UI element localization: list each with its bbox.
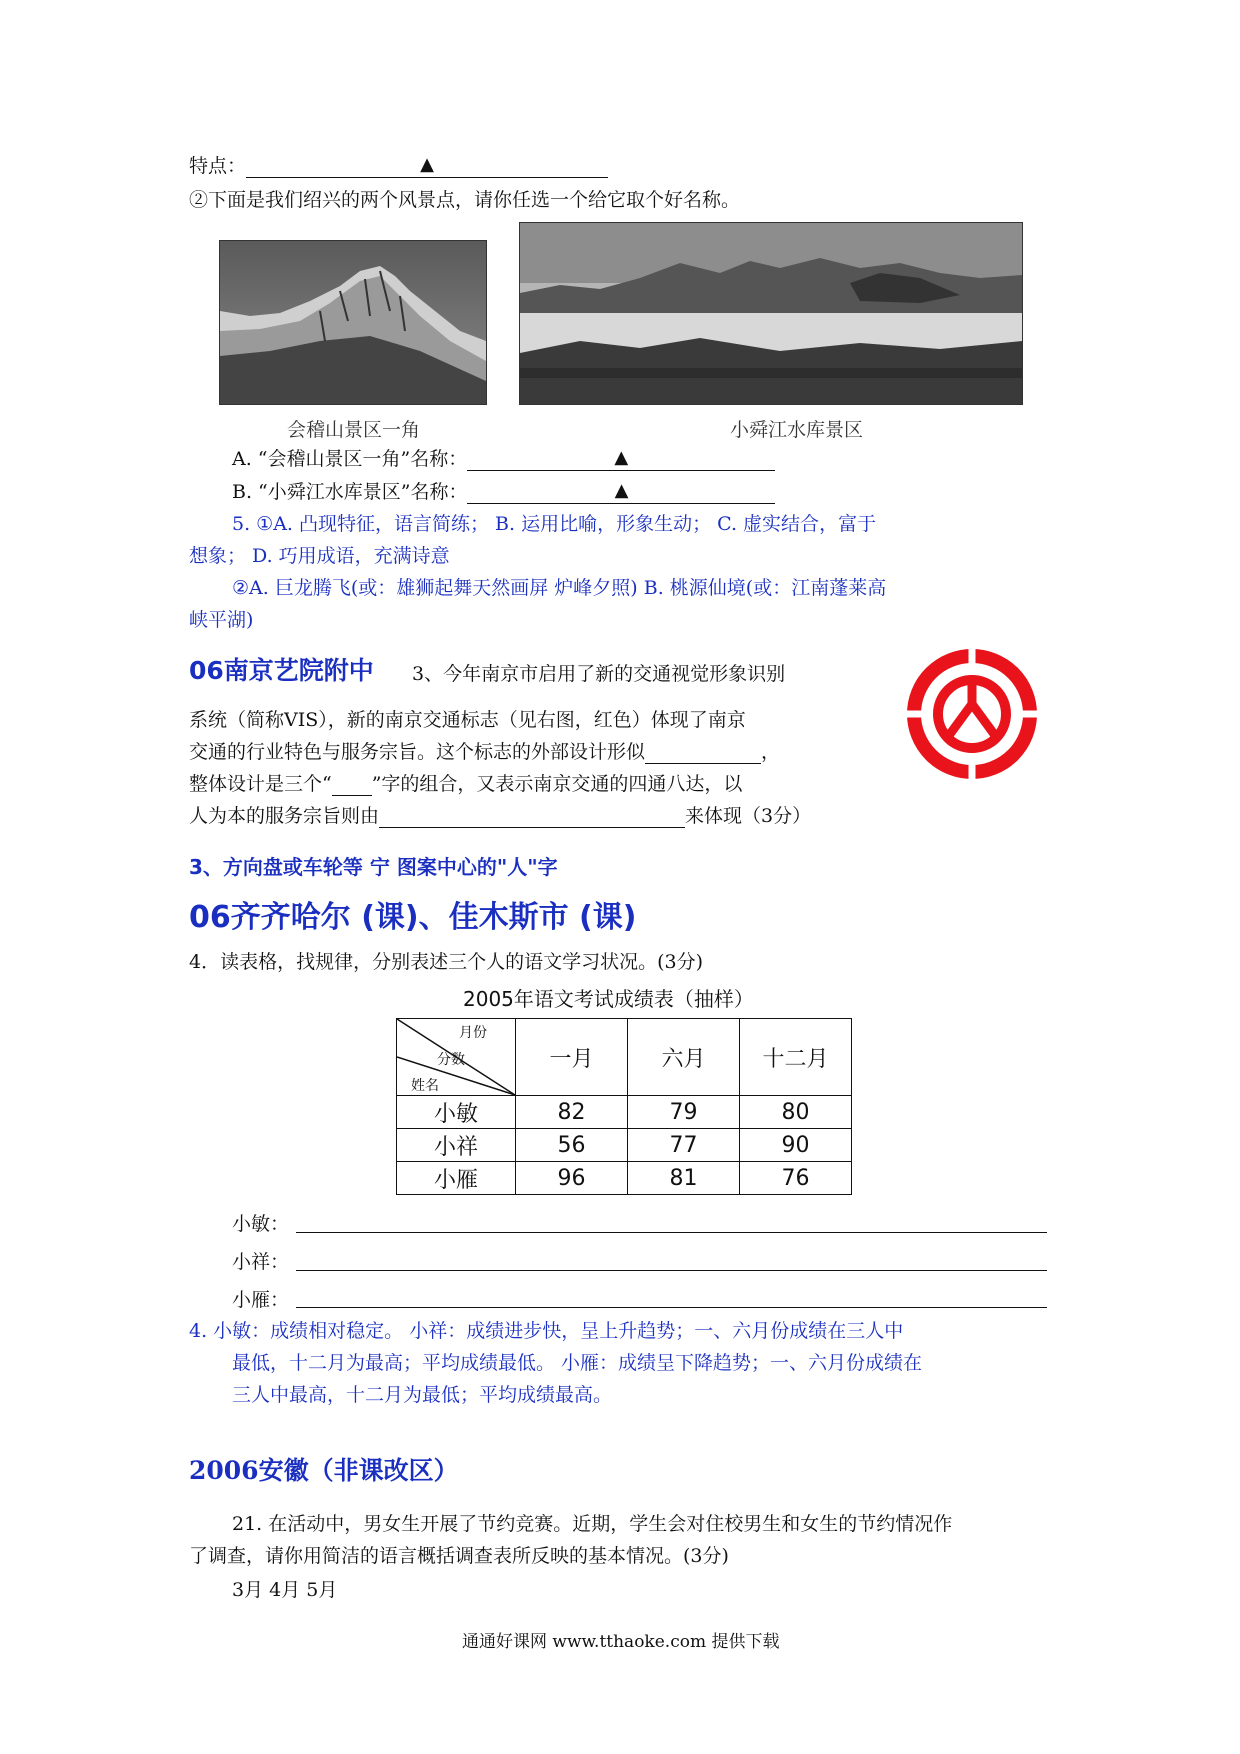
- q2-prompt: ②下面是我们绍兴的两个风景点，请你任选一个给它取个好名称。: [189, 189, 741, 211]
- name-line-b-label: B. “小舜江水库景区”名称：: [232, 481, 468, 503]
- nanjing-q-line2: 系统（简称VIS），新的南京交通标志（见右图，红色）体现了南京: [189, 709, 746, 731]
- name-b-blank[interactable]: [467, 480, 775, 504]
- feature-label: 特点：: [189, 155, 247, 177]
- table-row: [397, 1129, 852, 1162]
- qqhr-answer-line2: 最低，十二月为最高；平均成绩最低。 小雁：成绩呈下降趋势；一、六月份成绩在: [232, 1352, 923, 1374]
- character-blank[interactable]: [332, 775, 372, 796]
- corner-name-label: 姓名: [411, 1078, 439, 1094]
- nanjing-heading: 06南京艺院附中: [189, 656, 374, 685]
- people-blank[interactable]: [379, 807, 685, 828]
- nanjing-traffic-logo: [906, 648, 1038, 780]
- score-cell: 56: [516, 1129, 628, 1162]
- score-cell: 90: [740, 1129, 852, 1162]
- triangle-mark: ▲: [614, 480, 629, 501]
- nanjing-q-line4: [189, 772, 742, 796]
- qqhr-answer-line3: 三人中最高，十二月为最低；平均成绩最高。: [232, 1384, 613, 1406]
- score-table: [396, 1018, 852, 1195]
- score-cell: 76: [740, 1162, 852, 1195]
- row-name: 小祥: [397, 1129, 516, 1162]
- answer5-line1: 5. ①A. 凸现特征，语言简练； B. 运用比喻，形象生动； C. 虚实结合，富于: [232, 513, 877, 535]
- answer5-line3: ②A. 巨龙腾飞(或：雄狮起舞天然画屏 炉峰夕照) B. 桃源仙境(或：江南蓬莱高: [232, 577, 887, 599]
- qqhr-question: 4．读表格，找规律，分别表述三个人的语文学习状况。(3分): [189, 951, 704, 973]
- column-header: 十二月: [740, 1019, 852, 1096]
- nanjing-answer: 3、方向盘或车轮等 宁 图案中心的"人"字: [189, 855, 558, 879]
- nanjing-q-line5-start: 人为本的服务宗旨则由: [189, 805, 380, 827]
- nanjing-q-line5-end: 来体现（3分）: [685, 805, 812, 827]
- feature-line: [189, 154, 608, 178]
- row-name: 小敏: [397, 1096, 516, 1129]
- table-corner-cell: [397, 1019, 516, 1096]
- name-line-a: [232, 447, 775, 471]
- shape-blank[interactable]: [645, 743, 761, 764]
- nanjing-q-line3-comma: ，: [761, 741, 781, 763]
- score-cell: 81: [628, 1162, 740, 1195]
- nanjing-q-line5: [189, 804, 811, 828]
- lake-photo: [519, 222, 1023, 405]
- blank-label-xiaoxiang: 小祥：: [232, 1251, 290, 1273]
- mountain-photo: [219, 240, 487, 405]
- score-cell: 79: [628, 1096, 740, 1129]
- qqhr-answer-line1: 4. 小敏：成绩相对稳定。 小祥：成绩进步快，呈上升趋势；一、六月份成绩在三人中: [189, 1320, 904, 1342]
- answer-line-xiaoyan[interactable]: [296, 1307, 1047, 1308]
- table-row: [397, 1162, 852, 1195]
- nanjing-q-line3: [189, 740, 780, 764]
- column-header: 一月: [516, 1019, 628, 1096]
- column-header: 六月: [628, 1019, 740, 1096]
- table-title: 2005年语文考试成绩表（抽样）: [463, 987, 754, 1011]
- footer-text: 通通好课网 www.tthaoke.com 提供下载: [462, 1632, 780, 1652]
- row-name: 小雁: [397, 1162, 516, 1195]
- score-cell: 77: [628, 1129, 740, 1162]
- score-cell: 80: [740, 1096, 852, 1129]
- answer5-line4: 峡平湖): [189, 609, 254, 631]
- triangle-mark: ▲: [614, 447, 629, 468]
- anhui-q-line2: 了调查，请你用简洁的语言概括调查表所反映的基本情况。(3分): [189, 1545, 729, 1567]
- photo1-caption: 会稽山景区一角: [287, 419, 421, 441]
- corner-month-label: 月份: [459, 1025, 487, 1041]
- answer-blank[interactable]: [246, 154, 608, 178]
- anhui-months: 3月 4月 5月: [232, 1579, 338, 1601]
- blank-label-xiaoyan: 小雁：: [232, 1289, 290, 1311]
- name-line-b: [232, 480, 775, 504]
- answer5-line2: 想象； D. 巧用成语，充满诗意: [189, 545, 450, 567]
- corner-score-label: 分数: [437, 1052, 465, 1068]
- answer-line-xiaoxiang[interactable]: [296, 1270, 1047, 1271]
- score-cell: 82: [516, 1096, 628, 1129]
- table-header-row: [397, 1019, 852, 1096]
- anhui-q-line1: 21. 在活动中，男女生开展了节约竞赛。近期，学生会对住校男生和女生的节约情况作: [232, 1513, 953, 1535]
- nanjing-q-line4-start: 整体设计是三个“: [189, 773, 332, 795]
- nanjing-q-line4-end: ”字的组合，又表示南京交通的四通八达，以: [371, 773, 743, 795]
- triangle-mark: ▲: [420, 154, 434, 175]
- name-line-a-label: A. “会稽山景区一角”名称：: [232, 448, 468, 470]
- blank-label-xiaomin: 小敏：: [232, 1213, 290, 1235]
- anhui-heading: 2006安徽（非课改区）: [189, 1456, 459, 1485]
- table-row: [397, 1096, 852, 1129]
- photo2-caption: 小舜江水库景区: [730, 419, 864, 441]
- nanjing-q-line1: 3、今年南京市启用了新的交通视觉形象识别: [412, 663, 786, 685]
- nanjing-q-line3-text: 交通的行业特色与服务宗旨。这个标志的外部设计形似: [189, 741, 646, 763]
- qqhr-heading: 06齐齐哈尔 (课)、佳木斯市 (课): [189, 900, 637, 935]
- name-a-blank[interactable]: [467, 447, 775, 471]
- score-cell: 96: [516, 1162, 628, 1195]
- answer-line-xiaomin[interactable]: [296, 1232, 1047, 1233]
